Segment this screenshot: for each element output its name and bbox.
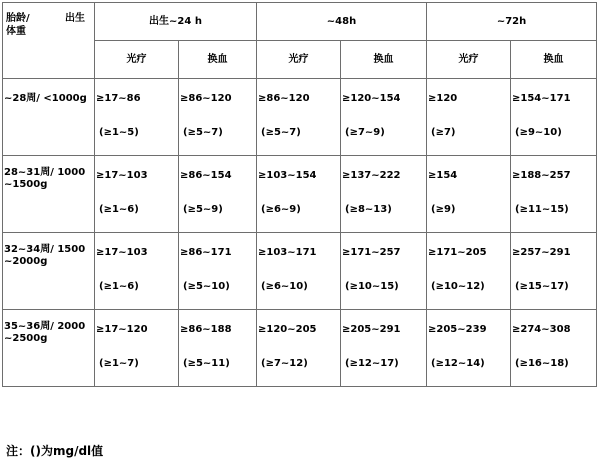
mgdl-value: (≥9~10) — [515, 127, 562, 138]
corner-weight-label: 体重 — [6, 26, 26, 37]
mgdl-value: (≥7~9) — [345, 127, 385, 138]
umol-value: ≥171~257 — [342, 247, 401, 258]
value-cell — [341, 156, 427, 233]
mgdl-value: (≥1~6) — [99, 204, 139, 215]
value-cell — [511, 79, 597, 156]
umol-value: ≥86~120 — [180, 93, 232, 104]
mgdl-value: (≥8~13) — [345, 204, 392, 215]
umol-value: ≥86~188 — [180, 324, 232, 335]
row-label-cell — [3, 156, 95, 233]
row-label: 35~36周/ 2000 ~2500g — [4, 321, 86, 344]
table-row — [3, 310, 597, 387]
umol-value: ≥86~154 — [180, 170, 232, 181]
mgdl-value: (≥1~5) — [99, 127, 139, 138]
group-header-row — [3, 3, 597, 41]
mgdl-value: (≥12~17) — [345, 358, 399, 369]
subheader-exchange: 换血 — [341, 41, 427, 79]
group-header-48h: ~48h — [257, 3, 427, 41]
mgdl-value: (≥11~15) — [515, 204, 569, 215]
umol-value: ≥103~171 — [258, 247, 317, 258]
mgdl-value: (≥5~10) — [183, 281, 230, 292]
umol-value: ≥154 — [428, 170, 458, 181]
subheader-exchange: 换血 — [179, 41, 257, 79]
umol-value: ≥205~291 — [342, 324, 401, 335]
mgdl-value: (≥6~10) — [261, 281, 308, 292]
table-row — [3, 156, 597, 233]
umol-value: ≥17~120 — [96, 324, 148, 335]
value-cell — [179, 79, 257, 156]
value-cell — [179, 233, 257, 310]
row-label-cell — [3, 310, 95, 387]
umol-value: ≥103~154 — [258, 170, 317, 181]
umol-value: ≥188~257 — [512, 170, 571, 181]
mgdl-value: (≥7~12) — [261, 358, 308, 369]
umol-value: ≥154~171 — [512, 93, 571, 104]
corner-birth-label: 出生 — [65, 13, 85, 24]
row-label: 32~34周/ 1500 ~2000g — [4, 244, 86, 267]
umol-value: ≥17~86 — [96, 93, 141, 104]
mgdl-value: (≥5~11) — [183, 358, 230, 369]
value-cell — [341, 233, 427, 310]
value-cell — [179, 310, 257, 387]
row-label-cell — [3, 233, 95, 310]
table-row — [3, 233, 597, 310]
mgdl-value: (≥1~6) — [99, 281, 139, 292]
value-cell — [257, 79, 341, 156]
row-label: 28~31周/ 1000 ~1500g — [4, 167, 86, 190]
group-header-24h: 出生~24 h — [95, 3, 257, 41]
umol-value: ≥86~171 — [180, 247, 232, 258]
value-cell — [257, 233, 341, 310]
mgdl-value: (≥5~9) — [183, 204, 223, 215]
umol-value: ≥257~291 — [512, 247, 571, 258]
value-cell — [427, 156, 511, 233]
umol-value: ≥17~103 — [96, 170, 148, 181]
value-cell — [511, 156, 597, 233]
mgdl-value: (≥10~15) — [345, 281, 399, 292]
bilirubin-threshold-table — [2, 2, 597, 387]
value-cell — [95, 79, 179, 156]
umol-value: ≥120~154 — [342, 93, 401, 104]
umol-value: ≥17~103 — [96, 247, 148, 258]
value-cell — [95, 310, 179, 387]
table-row — [3, 79, 597, 156]
mgdl-value: (≥6~9) — [261, 204, 301, 215]
mgdl-value: (≥15~17) — [515, 281, 569, 292]
corner-age-label: 胎龄/ — [6, 13, 30, 24]
value-cell — [95, 156, 179, 233]
subheader-phototherapy: 光疗 — [95, 41, 179, 79]
umol-value: ≥120 — [428, 93, 458, 104]
value-cell — [341, 310, 427, 387]
mgdl-value: (≥16~18) — [515, 358, 569, 369]
umol-value: ≥86~120 — [258, 93, 310, 104]
mgdl-value: (≥5~7) — [183, 127, 223, 138]
corner-header-cell — [3, 3, 95, 79]
group-header-72h: ~72h — [427, 3, 597, 41]
row-label-cell — [3, 79, 95, 156]
value-cell — [427, 79, 511, 156]
umol-value: ≥120~205 — [258, 324, 317, 335]
value-cell — [179, 156, 257, 233]
subheader-phototherapy: 光疗 — [257, 41, 341, 79]
umol-value: ≥205~239 — [428, 324, 487, 335]
mgdl-value: (≥1~7) — [99, 358, 139, 369]
umol-value: ≥274~308 — [512, 324, 571, 335]
footnote: 注：()为mg/dl值 — [6, 444, 104, 458]
value-cell — [257, 156, 341, 233]
row-label: ~28周/ <1000g — [4, 93, 87, 104]
subheader-phototherapy: 光疗 — [427, 41, 511, 79]
subheader-exchange: 换血 — [511, 41, 597, 79]
mgdl-value: (≥12~14) — [431, 358, 485, 369]
mgdl-value: (≥10~12) — [431, 281, 485, 292]
value-cell — [95, 233, 179, 310]
value-cell — [427, 310, 511, 387]
value-cell — [511, 233, 597, 310]
table-body — [3, 79, 597, 387]
umol-value: ≥137~222 — [342, 170, 401, 181]
mgdl-value: (≥7) — [431, 127, 456, 138]
umol-value: ≥171~205 — [428, 247, 487, 258]
mgdl-value: (≥9) — [431, 204, 456, 215]
value-cell — [341, 79, 427, 156]
value-cell — [257, 310, 341, 387]
mgdl-value: (≥5~7) — [261, 127, 301, 138]
value-cell — [511, 310, 597, 387]
value-cell — [427, 233, 511, 310]
